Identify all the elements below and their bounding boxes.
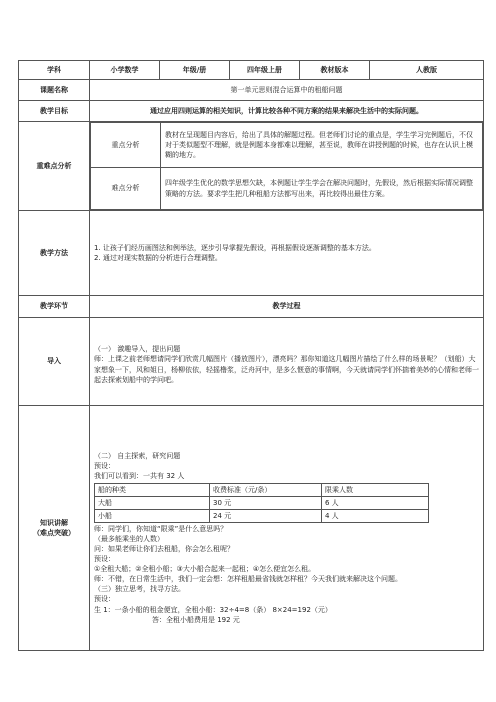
process-section-label: 教学环节: [19, 296, 90, 318]
knowledge-label: [19, 406, 90, 651]
explore-heading: （二） 自主探索，研究问题: [94, 452, 181, 461]
intro-content: [90, 318, 484, 406]
header-row: [19, 61, 484, 80]
process-title: 教学过程: [90, 296, 484, 318]
table-header-cell: 收费标准（元/条）: [210, 483, 322, 496]
conclusion-text: 答：全租小船费用是 192 元: [152, 615, 240, 624]
table-row: [95, 509, 429, 522]
goal-row: [19, 101, 484, 122]
knowledge-content: [90, 406, 484, 651]
table-header-row: [95, 483, 429, 496]
methods-content: [90, 211, 484, 296]
table-cell: 6 人: [322, 496, 429, 509]
table-cell: 4 人: [322, 509, 429, 522]
knowledge-row: [19, 406, 484, 651]
think-heading: （三）独立思考，找寻方法。: [94, 585, 185, 594]
difficulty-analysis-label: 难点分析: [91, 168, 161, 210]
knowledge-label-line1: 知识讲解: [40, 518, 68, 527]
method-item: 1. 让孩子们经历画图法和例举法，逐步引导掌握先假设，再根据假设逐渐调整的基本方法。: [94, 243, 376, 252]
topic-row: [19, 80, 484, 101]
table-cell: 小船: [95, 509, 210, 522]
methods-label: 教学方法: [19, 211, 90, 296]
question-text: 师：同学们，你知道“限乘”是什么意思吗？: [94, 524, 228, 533]
table-row: [95, 496, 429, 509]
key-points-row: [19, 122, 484, 211]
table-cell: 30 元: [210, 496, 322, 509]
intro-text: 师：上课之前老师想请同学们欣赏几幅图片（播放图片），漂亮吗？那你知道这几幅图片描绘了什么样的场景呢？（划船）大家想象一下，风和姐日，杨柳依依，轻摇橹浆，泛舟河中，是多么惬意的事情啊，今天就请同学们怀揣着美妙的心情和老师一起去探索划船中的学问吧。: [94, 355, 479, 384]
subject-value: 小学数学: [90, 61, 160, 80]
key-points-label: 重难点分析: [19, 122, 90, 211]
knowledge-label-line2: （难点突破）: [33, 529, 75, 537]
topic-label: 课题名称: [19, 80, 90, 101]
question-text: 问：如果老师让你们去租船，你会怎么租呢？: [94, 544, 234, 553]
intro-heading: （一） 激趣导入，提出问题: [94, 345, 181, 354]
key-analysis-text: 教材在呈现题目内容后，给出了具体的解题过程。但老师们讨论的重点是，学生学习完例题后，不仅对于类似题型不理解，就是例题本身都难以理解，甚至说，教师在讲授例题的时候，也存在认识上模糊的地方。: [161, 123, 483, 168]
options-text: ①全租大船；②全租小船；③大小船合起来一起租；④怎么便宜怎么租。: [94, 565, 316, 574]
textbook-label: 教材版本: [300, 61, 370, 80]
goal-label: 教学目标: [19, 101, 90, 122]
answer-text: （最多能乘坐的人数）: [94, 534, 164, 543]
subject-label: 学科: [19, 61, 90, 80]
people-count-text: 我们可以看到：一共有 32 人: [94, 472, 185, 481]
teacher-text: 师：不错，在日常生活中，我们一定会想：怎样租船最省钱就怎样租？今天我们就来解决这个问题。: [94, 575, 402, 584]
goal-value: 通过应用四则运算的相关知识，计算比较各种不同方案的结果来解决生活中的实际问题。: [90, 101, 484, 122]
preset-text: 预设：: [94, 462, 115, 471]
topic-value: 第一单元思则混合运算中的租船问题: [90, 80, 484, 101]
key-points-inner: [90, 122, 483, 210]
preset-text: 预设：: [94, 595, 115, 604]
grade-value: 四年级上册: [230, 61, 300, 80]
lesson-plan-table: [18, 60, 484, 651]
student-answer-text: 生 1：一条小船的租金便宜，全租小船：32÷4=8（条） 8×24=192（元）: [94, 605, 332, 614]
intro-label: 导入: [19, 318, 90, 406]
difficulty-analysis-text: 四年级学生优化的数学思想欠缺，本例题让学生学会在解决问题时，先假设，然后根据实际情况调整策略的方法。要求学生把几种租船方法都写出来，再比较得出最佳方案。: [161, 168, 483, 210]
methods-row: [19, 211, 484, 296]
table-cell: 24 元: [210, 509, 322, 522]
process-header-row: [19, 296, 484, 318]
boat-fee-table: [94, 483, 429, 523]
method-item: 2. 通过对现实数据的分析进行合理调整。: [94, 254, 222, 262]
table-header-cell: 限乘人数: [322, 483, 429, 496]
intro-row: [19, 318, 484, 406]
grade-label: 年级/册: [160, 61, 230, 80]
preset-text: 预设：: [94, 554, 115, 563]
table-header-cell: 船的种类: [95, 483, 210, 496]
textbook-value: 人教版: [370, 61, 484, 80]
table-cell: 大船: [95, 496, 210, 509]
key-analysis-label: 重点分析: [91, 123, 161, 168]
